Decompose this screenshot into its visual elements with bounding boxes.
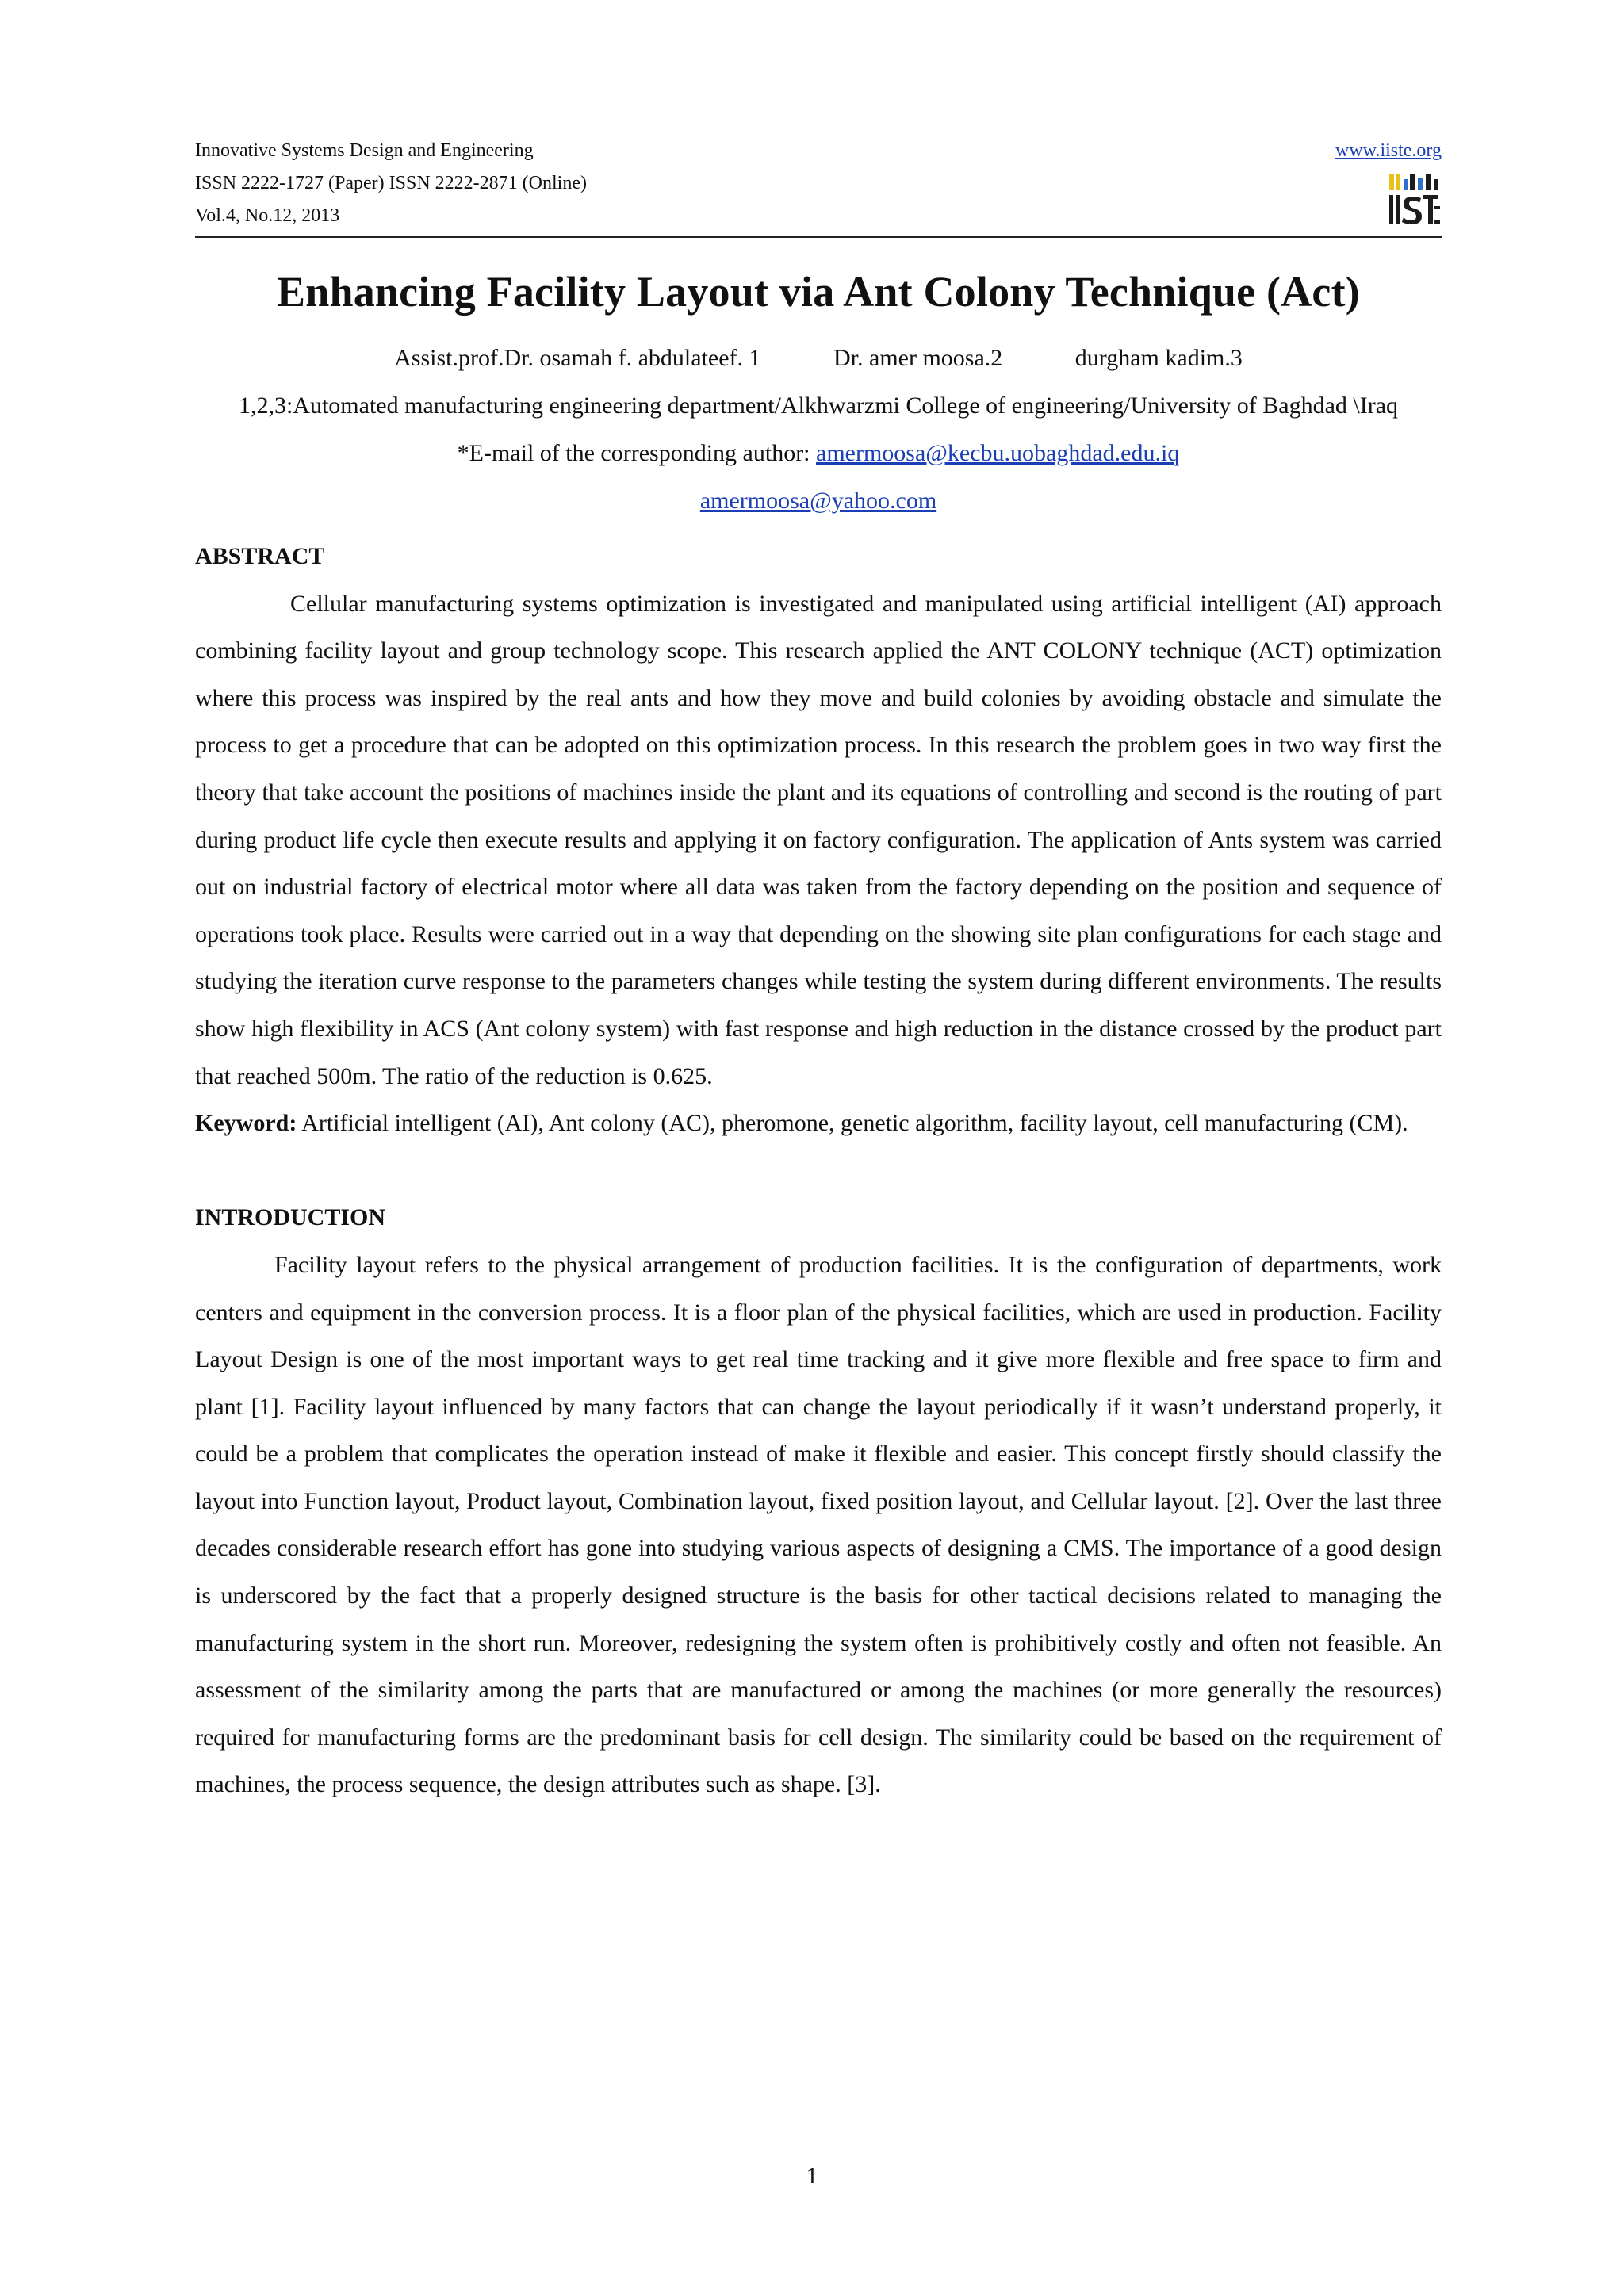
abstract-heading: ABSTRACT <box>195 543 325 569</box>
abstract-text: Cellular manufacturing systems optimization is investigated and manipulated using artificial intelligent (AI) approach combining facility layout and group technology scope. This research applied the ANT COLONY technique (ACT) optimization where this process was inspired by the real ants and how they move and build colonies by avoiding obstacle and simulate the process to get a procedure that can be adopted on this optimization process. In this research the problem goes in two way first the theory that take account the positions of machines inside the plant and its equations of controlling and second is the routing of part during product life cycle then execute results and applying it on factory configuration. The application of Ants system was carried out on industrial factory of electrical motor where all data was taken from the factory depending on the position and sequence of operations took place. Results were carried out in a way that depending on the showing site plan configurations for each stage and studying the iteration curve response to the parameters changes while testing the system during different environments. The results show high flexibility in ACS (Ant colony system) with fast response and high reduction in the distance crossed by the product part that reached 500m. The ratio of the reduction is 0.625. <box>195 590 1442 1089</box>
keywords-label: Keyword: <box>195 1110 297 1137</box>
secondary-email-link[interactable]: amermoosa@yahoo.com <box>699 488 937 514</box>
running-header <box>195 135 1442 233</box>
keywords-line <box>195 1100 1442 1147</box>
email-label: *E-mail of the corresponding author: <box>457 440 817 466</box>
journal-name: Innovative Systems Design and Engineering <box>195 140 534 161</box>
keywords-text: Artificial intelligent (AI), Ant colony (AC), pheromone, genetic algorithm, facility layout, cell manufacturing (CM). <box>301 1110 1408 1137</box>
author-block <box>195 335 1442 525</box>
affiliation: 1,2,3:Automated manufacturing engineering department/Alkhwarzmi College of engineering/University of Baghdad \Iraq <box>238 392 1399 419</box>
introduction-text: Facility layout refers to the physical arrangement of production facilities. It is the configuration of departments, work centers and equipment in the conversion process. It is a floor plan of the physical facilities, which are used in production. Facility Layout Design is one of the most important ways to get real time tracking and it give more flexible and free space to firm and plant [1]. Facility layout influenced by many factors that can change the layout periodically if it wasn’t understand properly, it could be a problem that complicates the operation instead of make it flexible and easier. This concept firstly should classify the layout into Function layout, Product layout, Combination layout, fixed position layout, and Cellular layout. [2]. Over the last three decades considerable research effort has gone into studying various aspects of designing a CMS. The importance of a good design is underscored by the fact that a properly designed structure is the basis for other tactical decisions related to managing the manufacturing system in the short run. Moreover, redesigning the system often is prohibitively costly and often not feasible. An assessment of the similarity among the parts that are manufactured or among the machines (or more generally the resources) required for manufacturing forms are the predominant basis for cell design. The similarity could be based on the requirement of machines, the process sequence, the design attributes such as shape. [3]. <box>195 1251 1442 1798</box>
secondary-email-line <box>195 477 1442 525</box>
journal-website-link[interactable]: www.iiste.org <box>1335 140 1442 161</box>
author-3: durgham kadim.3 <box>1074 345 1243 371</box>
primary-email-link[interactable]: amermoosa@kecbu.uobaghdad.edu.iq <box>816 440 1180 466</box>
author-1: Assist.prof.Dr. osamah f. abdulateef. 1 <box>394 345 761 371</box>
author-2: Dr. amer moosa.2 <box>833 345 1003 371</box>
header-divider <box>195 236 1442 238</box>
introduction-heading: INTRODUCTION <box>195 1204 386 1231</box>
page-number: 1 <box>806 2163 818 2189</box>
corresponding-email-line <box>195 430 1442 477</box>
section-gap <box>195 1147 1442 1195</box>
paper-body <box>195 543 1442 1808</box>
paper-title: Enhancing Facility Layout via Ant Colony Technique (Act) <box>277 268 1360 316</box>
author-list <box>195 335 1442 382</box>
issn-line: ISSN 2222-1727 (Paper) ISSN 2222-2871 (Online) <box>195 173 587 193</box>
paper-page <box>195 135 1442 1798</box>
iiste-logo-icon <box>1386 171 1442 227</box>
volume-line: Vol.4, No.12, 2013 <box>195 205 340 226</box>
